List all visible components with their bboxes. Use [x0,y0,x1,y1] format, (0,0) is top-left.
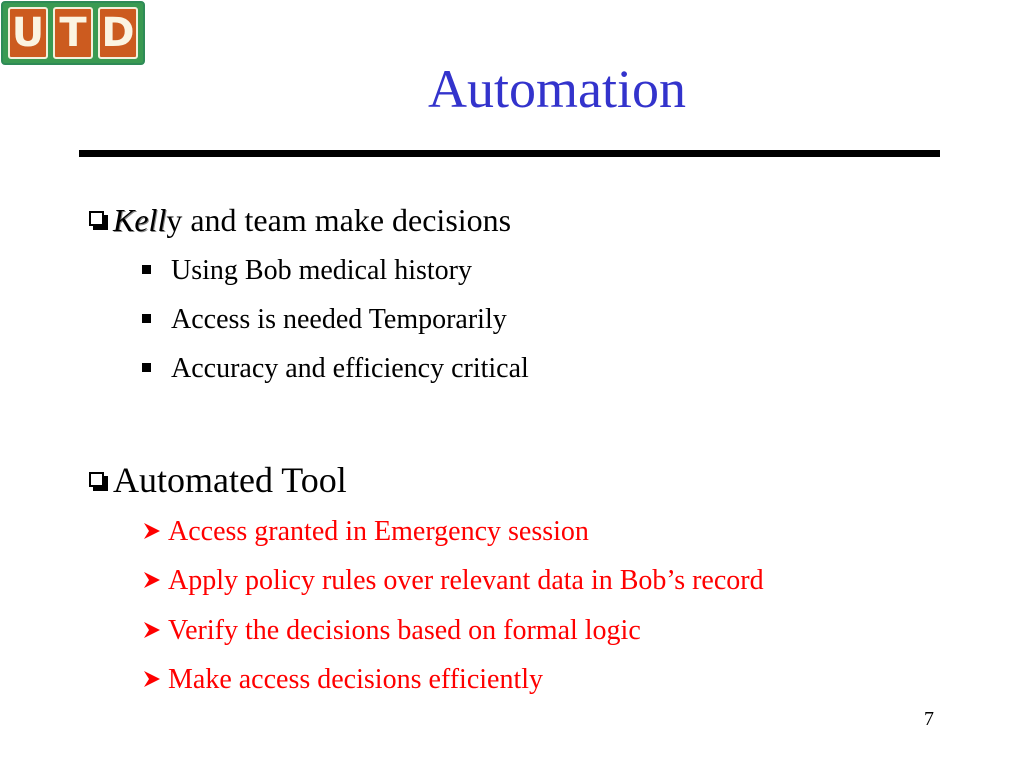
list-item-text: Apply policy rules over relevant data in Bob’s record [168,565,764,596]
list-item [142,355,529,383]
square-bullet-icon [142,265,151,274]
arrow-bullet-icon [142,667,164,695]
list-item-text: Using Bob medical history [171,255,472,286]
list-item [142,257,472,285]
list-item-text: Verify the decisions based on formal logic [168,615,641,646]
title-divider [79,150,940,157]
arrow-bullet-icon [142,519,164,547]
list-item [142,567,764,595]
list-item-text: Make access decisions efficiently [168,664,544,695]
list-item [142,666,543,694]
logo-letter-t: T [53,7,93,59]
arrow-bullet-icon [142,618,164,646]
arrow-bullet-icon [142,568,164,596]
square-bullet-icon [142,314,151,323]
utd-logo [1,1,145,65]
heading-rest-part: y and team make decisions [166,202,512,238]
section-heading-automated-tool [89,462,347,498]
page-number: 7 [924,708,934,730]
logo-letter-u: U [8,7,48,59]
list-item [142,518,589,546]
square-bullet-icon [142,363,151,372]
list-item [142,617,641,645]
heading-italic-part: Kell [113,202,167,238]
list-item-text: Access is needed Temporarily [171,304,507,335]
heading-text: Automated Tool [113,460,347,500]
list-item [142,306,507,334]
section-heading-kelly [89,204,511,236]
logo-letter-d: D [98,7,138,59]
list-item-text: Accuracy and efficiency critical [171,353,529,384]
list-item-text: Access granted in Emergency session [168,516,589,547]
checkbox-icon [89,211,109,231]
slide-title: Automation [428,59,686,119]
checkbox-icon [89,472,109,492]
